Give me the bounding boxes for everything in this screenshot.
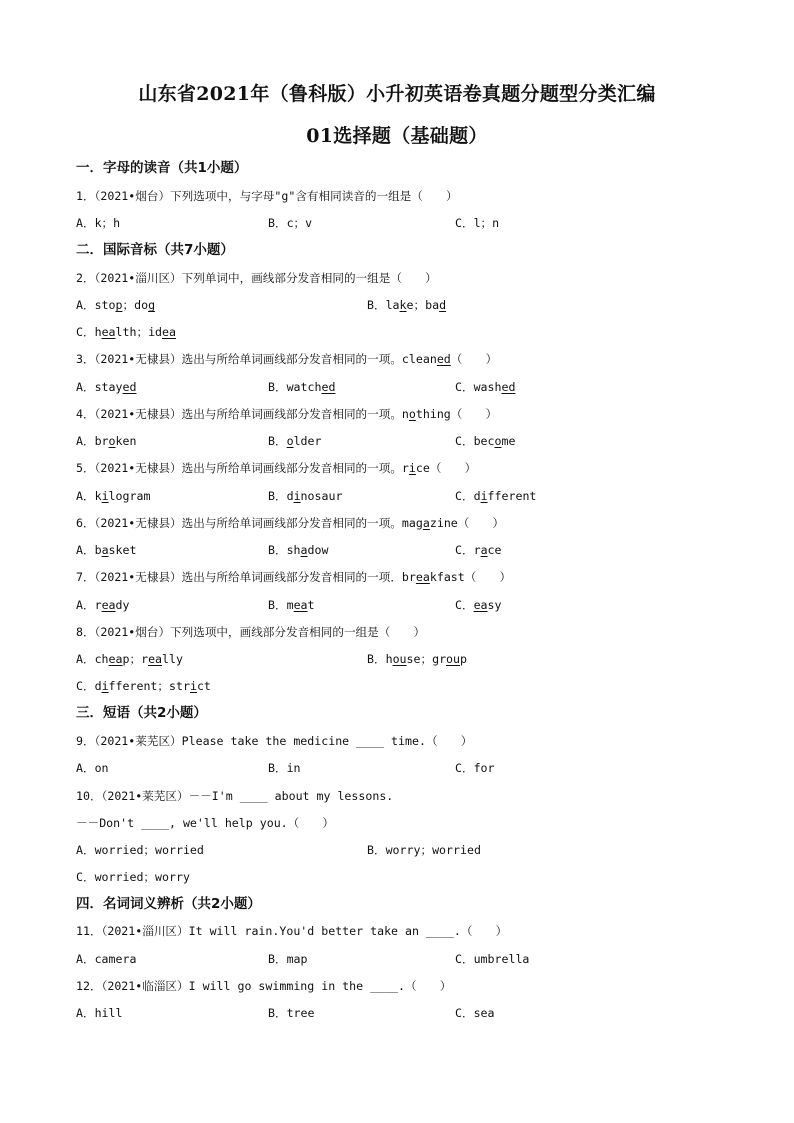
option-b: B．house；group <box>367 652 467 666</box>
question-stem: 8．（2021•烟台）下列选项中，画线部分发音相同的一组是（ ） <box>76 625 426 639</box>
option-a: A．k；h <box>76 216 121 230</box>
question-stem: 5．（2021•无棣县）选出与所给单词画线部分发音相同的一项。rice（ ） <box>76 461 477 475</box>
option-b: B．shadow <box>268 543 329 557</box>
question-stem-continued: －－Don't ____, we'll help you.（ ） <box>76 816 335 830</box>
option-a: A．broken <box>76 434 137 448</box>
section-title: 二．国际音标（共7小题） <box>76 242 234 258</box>
section-title: 一．字母的读音（共1小题） <box>76 160 248 176</box>
option-a: A．camera <box>76 952 137 966</box>
option-b: B．tree <box>268 1006 315 1020</box>
option-c: C．umbrella <box>455 952 530 966</box>
option-a: A．kilogram <box>76 489 151 503</box>
option-b: B．older <box>268 434 322 448</box>
option-c: C．race <box>455 543 502 557</box>
option-b: B．c；v <box>268 216 313 230</box>
option-c: C．easy <box>455 598 502 612</box>
question-stem: 3．（2021•无棣县）选出与所给单词画线部分发音相同的一项。cleaned（ ） <box>76 352 498 366</box>
option-b: B．in <box>268 761 301 775</box>
option-a: A．stayed <box>76 380 137 394</box>
option-a: A．stop；dog <box>76 298 156 312</box>
option-a: A．hill <box>76 1006 123 1020</box>
option-b: B．map <box>268 952 308 966</box>
option-a: A．worried；worried <box>76 843 204 857</box>
question-stem: 4．（2021•无棣县）选出与所给单词画线部分发音相同的一项。nothing（ ） <box>76 407 498 421</box>
question-stem: 11．（2021•淄川区）It will rain.You'd better take an ____.（ ） <box>76 924 508 938</box>
option-c: C．health；idea <box>76 325 176 339</box>
question-stem: 10．（2021•莱芜区）－－I'm ____ about my lessons. <box>76 789 394 803</box>
option-a: A．cheap；really <box>76 652 183 666</box>
question-stem: 1．（2021•烟台）下列选项中，与字母"g"含有相同读音的一组是（ ） <box>76 189 458 203</box>
question-stem: 6．（2021•无棣县）选出与所给单词画线部分发音相同的一项。magazine（ ） <box>76 516 505 530</box>
option-b: B．worry；worried <box>367 843 481 857</box>
question-stem: 9．（2021•莱芜区）Please take the medicine ____ time.（ ） <box>76 734 473 748</box>
option-c: C．different；strict <box>76 679 211 693</box>
option-b: B．watched <box>268 380 336 394</box>
option-a: A．basket <box>76 543 137 557</box>
option-c: C．different <box>455 489 537 503</box>
page-subtitle: 01选择题（基础题） <box>306 125 488 147</box>
option-b: B．meat <box>268 598 315 612</box>
question-stem: 2．（2021•淄川区）下列单词中，画线部分发音相同的一组是（ ） <box>76 271 437 285</box>
section-title: 三．短语（共2小题） <box>76 705 207 721</box>
page-title: 山东省2021年（鲁科版）小升初英语卷真题分题型分类汇编 <box>138 83 656 105</box>
option-a: A．ready <box>76 598 130 612</box>
option-a: A．on <box>76 761 109 775</box>
option-b: B．dinosaur <box>268 489 343 503</box>
option-c: C．worried；worry <box>76 870 190 884</box>
option-c: C．washed <box>455 380 516 394</box>
option-c: C．sea <box>455 1006 495 1020</box>
option-b: B．lake；bad <box>367 298 447 312</box>
option-c: C．for <box>455 761 495 775</box>
question-stem: 7．（2021•无棣县）选出与所给单词画线部分发音相同的一项．breakfast（ ） <box>76 570 512 584</box>
section-title: 四．名词词义辨析（共2小题） <box>76 896 261 912</box>
question-stem: 12．（2021•临淄区）I will go swimming in the ____.（ ） <box>76 979 452 993</box>
option-c: C．become <box>455 434 516 448</box>
option-c: C．l；n <box>455 216 500 230</box>
